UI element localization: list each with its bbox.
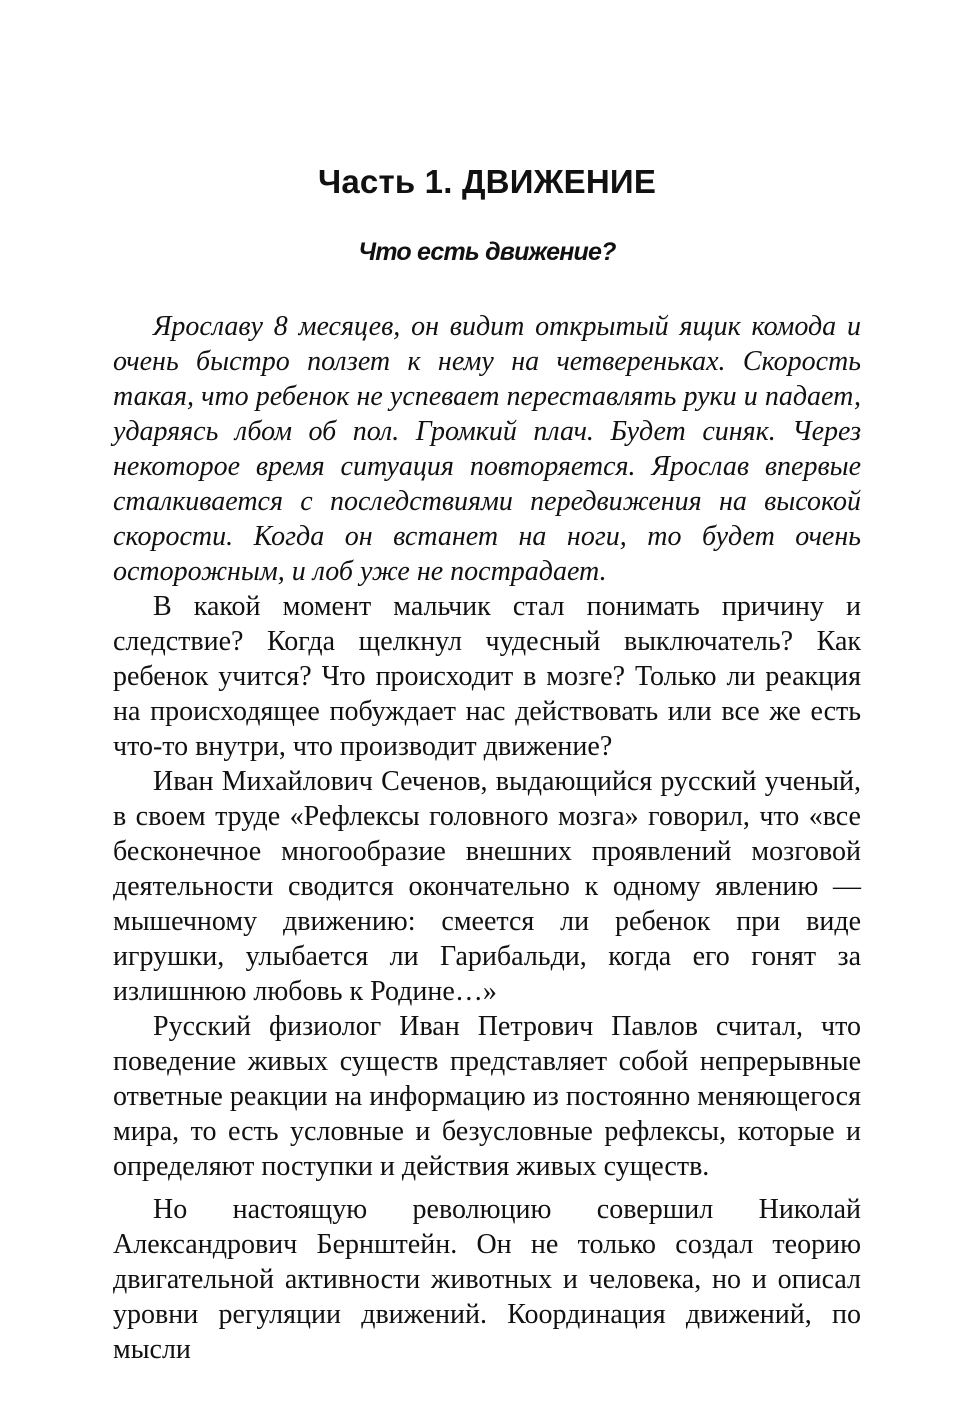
section-title: Что есть движение? (358, 238, 616, 266)
paragraph-sechenov: Иван Михайлович Сеченов, выдающийся русский ученый, в своем труде «Рефлексы головного мозга» говорил, что «все бесконечное многообразие внешних проявлений мозговой деятельности сводится окончательно к одному явлению — мышечному движению: смеется ли ребенок при виде игрушки, улыбается ли Гарибальди, когда его гонят за излишнюю любовь к Родине…» (113, 766, 861, 1007)
chapter-title: Часть 1. ДВИЖЕНИЕ (317, 163, 657, 200)
paragraph-bernstein: Но настоящую революцию совершил Николай Александрович Бернштейн. Он не только создал теорию двигательной активности животных и человека, но и описал уровни регуляции движений. Координация движений, по мысли (113, 1194, 861, 1365)
paragraph-questions: В какой момент мальчик стал понимать причину и следствие? Когда щелкнул чудесный выключатель? Как ребенок учится? Что происходит в мозге? Только ли реакция на происходящее побуждает нас действовать или все же есть что-то внутри, что производит движение? (113, 591, 861, 762)
paragraph-intro-italic: Ярославу 8 месяцев, он видит открытый ящик комода и очень быстро ползет к нему на четвереньках. Скорость такая, что ребенок не успевает переставлять руки и падает, ударяясь лбом об пол. Громкий плач. Будет синяк. Через некоторое время ситуация повторяется. Ярослав впервые сталкивается с последствиями передвижения на высокой скорости. Когда он встанет на ноги, то будет очень осторожным, и лоб уже не пострадает. (113, 311, 861, 587)
book-page (113, 160, 861, 1367)
paragraph-pavlov: Русский физиолог Иван Петрович Павлов считал, что поведение живых существ представляет собой непрерывные ответные реакции на информацию из постоянно меняющегося мира, то есть условные и безусловные рефлексы, которые и определяют поступки и действия живых существ. (113, 1011, 861, 1182)
